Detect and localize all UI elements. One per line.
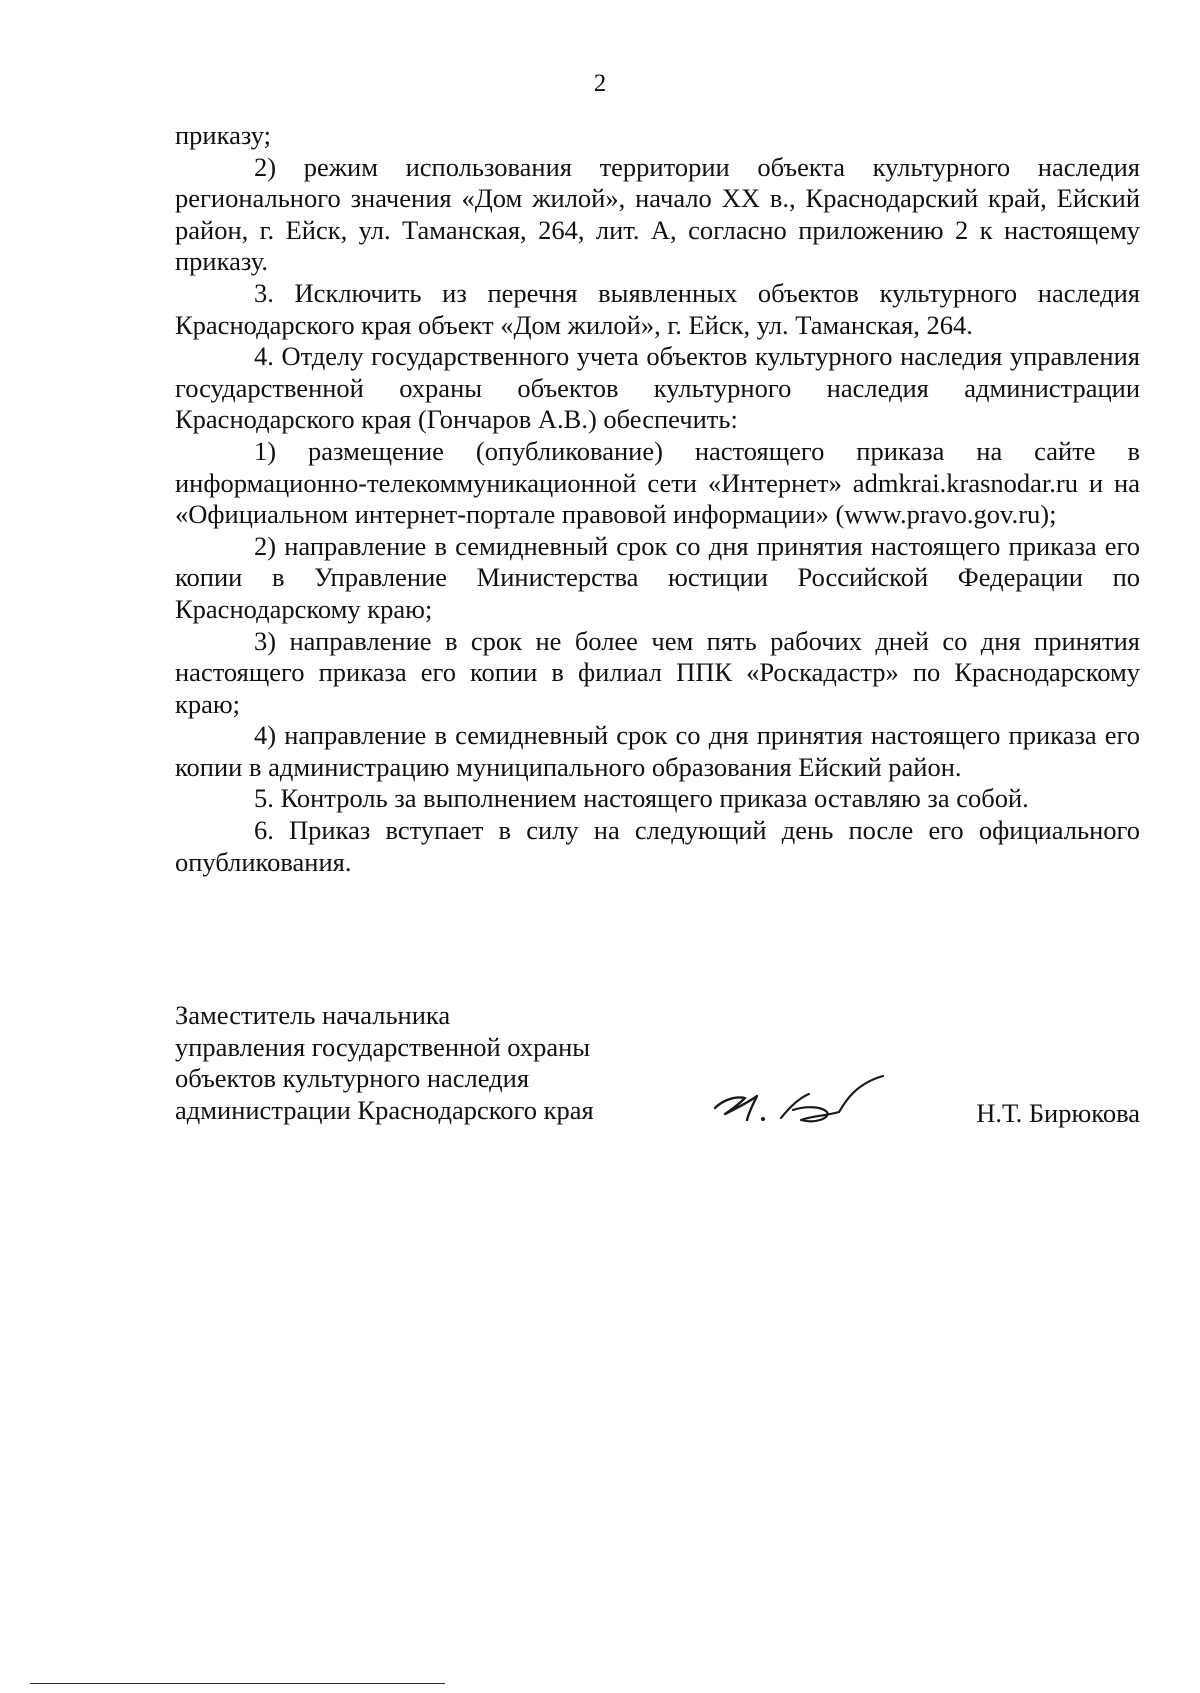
paragraph-subitem-3-roskadastr: 3) направление в срок не более чем пять рабочих дней со дня принятия настоящего приказа его копии в филиал ППК «Роскадастр» по Краснодарскому краю; bbox=[175, 625, 1140, 719]
document-body bbox=[175, 120, 1140, 878]
paragraph-item-2-regime: 2) режим использования территории объекта культурного наследия регионального значения «Дом жилой», начало XX в., Краснодарский край, Ейский район, г. Ейск, ул. Таманская, 264, лит. А, согласно приложению 2 к настоящему приказу. bbox=[175, 151, 1140, 277]
signature-block bbox=[175, 1000, 1140, 1140]
signatory-title-line: администрации Краснодарского края bbox=[175, 1094, 594, 1125]
page-number: 2 bbox=[593, 70, 607, 97]
paragraph-point-4-department: 4. Отделу государственного учета объектов культурного наследия управления государственной охраны объектов культурного наследия администрации Краснодарского края (Гончаров А.В.) обеспечить: bbox=[175, 341, 1140, 435]
paragraph-subitem-1-publication: 1) размещение (опубликование) настоящего приказа на сайте в информационно-телекоммуникационной сети «Интернет» admkrai.krasnodar.ru и на «Официальном интернет-портале правовой информации» (www.pravo.gov.ru); bbox=[175, 435, 1140, 530]
paragraph-point-3-exclusion: 3. Исключить из перечня выявленных объектов культурного наследия Краснодарского края объект «Дом жилой», г. Ейск, ул. Таманская, 264. bbox=[175, 277, 1140, 340]
signatory-title bbox=[175, 1000, 675, 1126]
signatory-title-line: Заместитель начальника bbox=[175, 1000, 451, 1030]
paragraph-point-6-effect: 6. Приказ вступает в силу на следующий день после его официального опубликования. bbox=[175, 815, 1140, 877]
footer-divider bbox=[30, 1683, 445, 1684]
paragraph-subitem-2-ministry: 2) направление в семидневный срок со дня принятия настоящего приказа его копии в Управление Министерства юстиции Российской Федерации по Краснодарскому краю; bbox=[175, 530, 1140, 624]
paragraph-continuation: приказу; bbox=[175, 120, 272, 150]
signatory-title-line: управления государственной охраны bbox=[175, 1031, 591, 1062]
paragraph-subitem-4-municipality: 4) направление в семидневный срок со дня принятия настоящего приказа его копии в администрацию муниципального образования Ейский район. bbox=[175, 720, 1140, 782]
signatory-name: Н.Т. Бирюкова bbox=[976, 1098, 1140, 1128]
signatory-title-line: объектов культурного наследия bbox=[175, 1063, 530, 1094]
paragraph-point-5-control: 5. Контроль за выполнением настоящего приказа оставляю за собой. bbox=[254, 783, 1029, 814]
handwritten-signature-icon bbox=[705, 1062, 905, 1132]
